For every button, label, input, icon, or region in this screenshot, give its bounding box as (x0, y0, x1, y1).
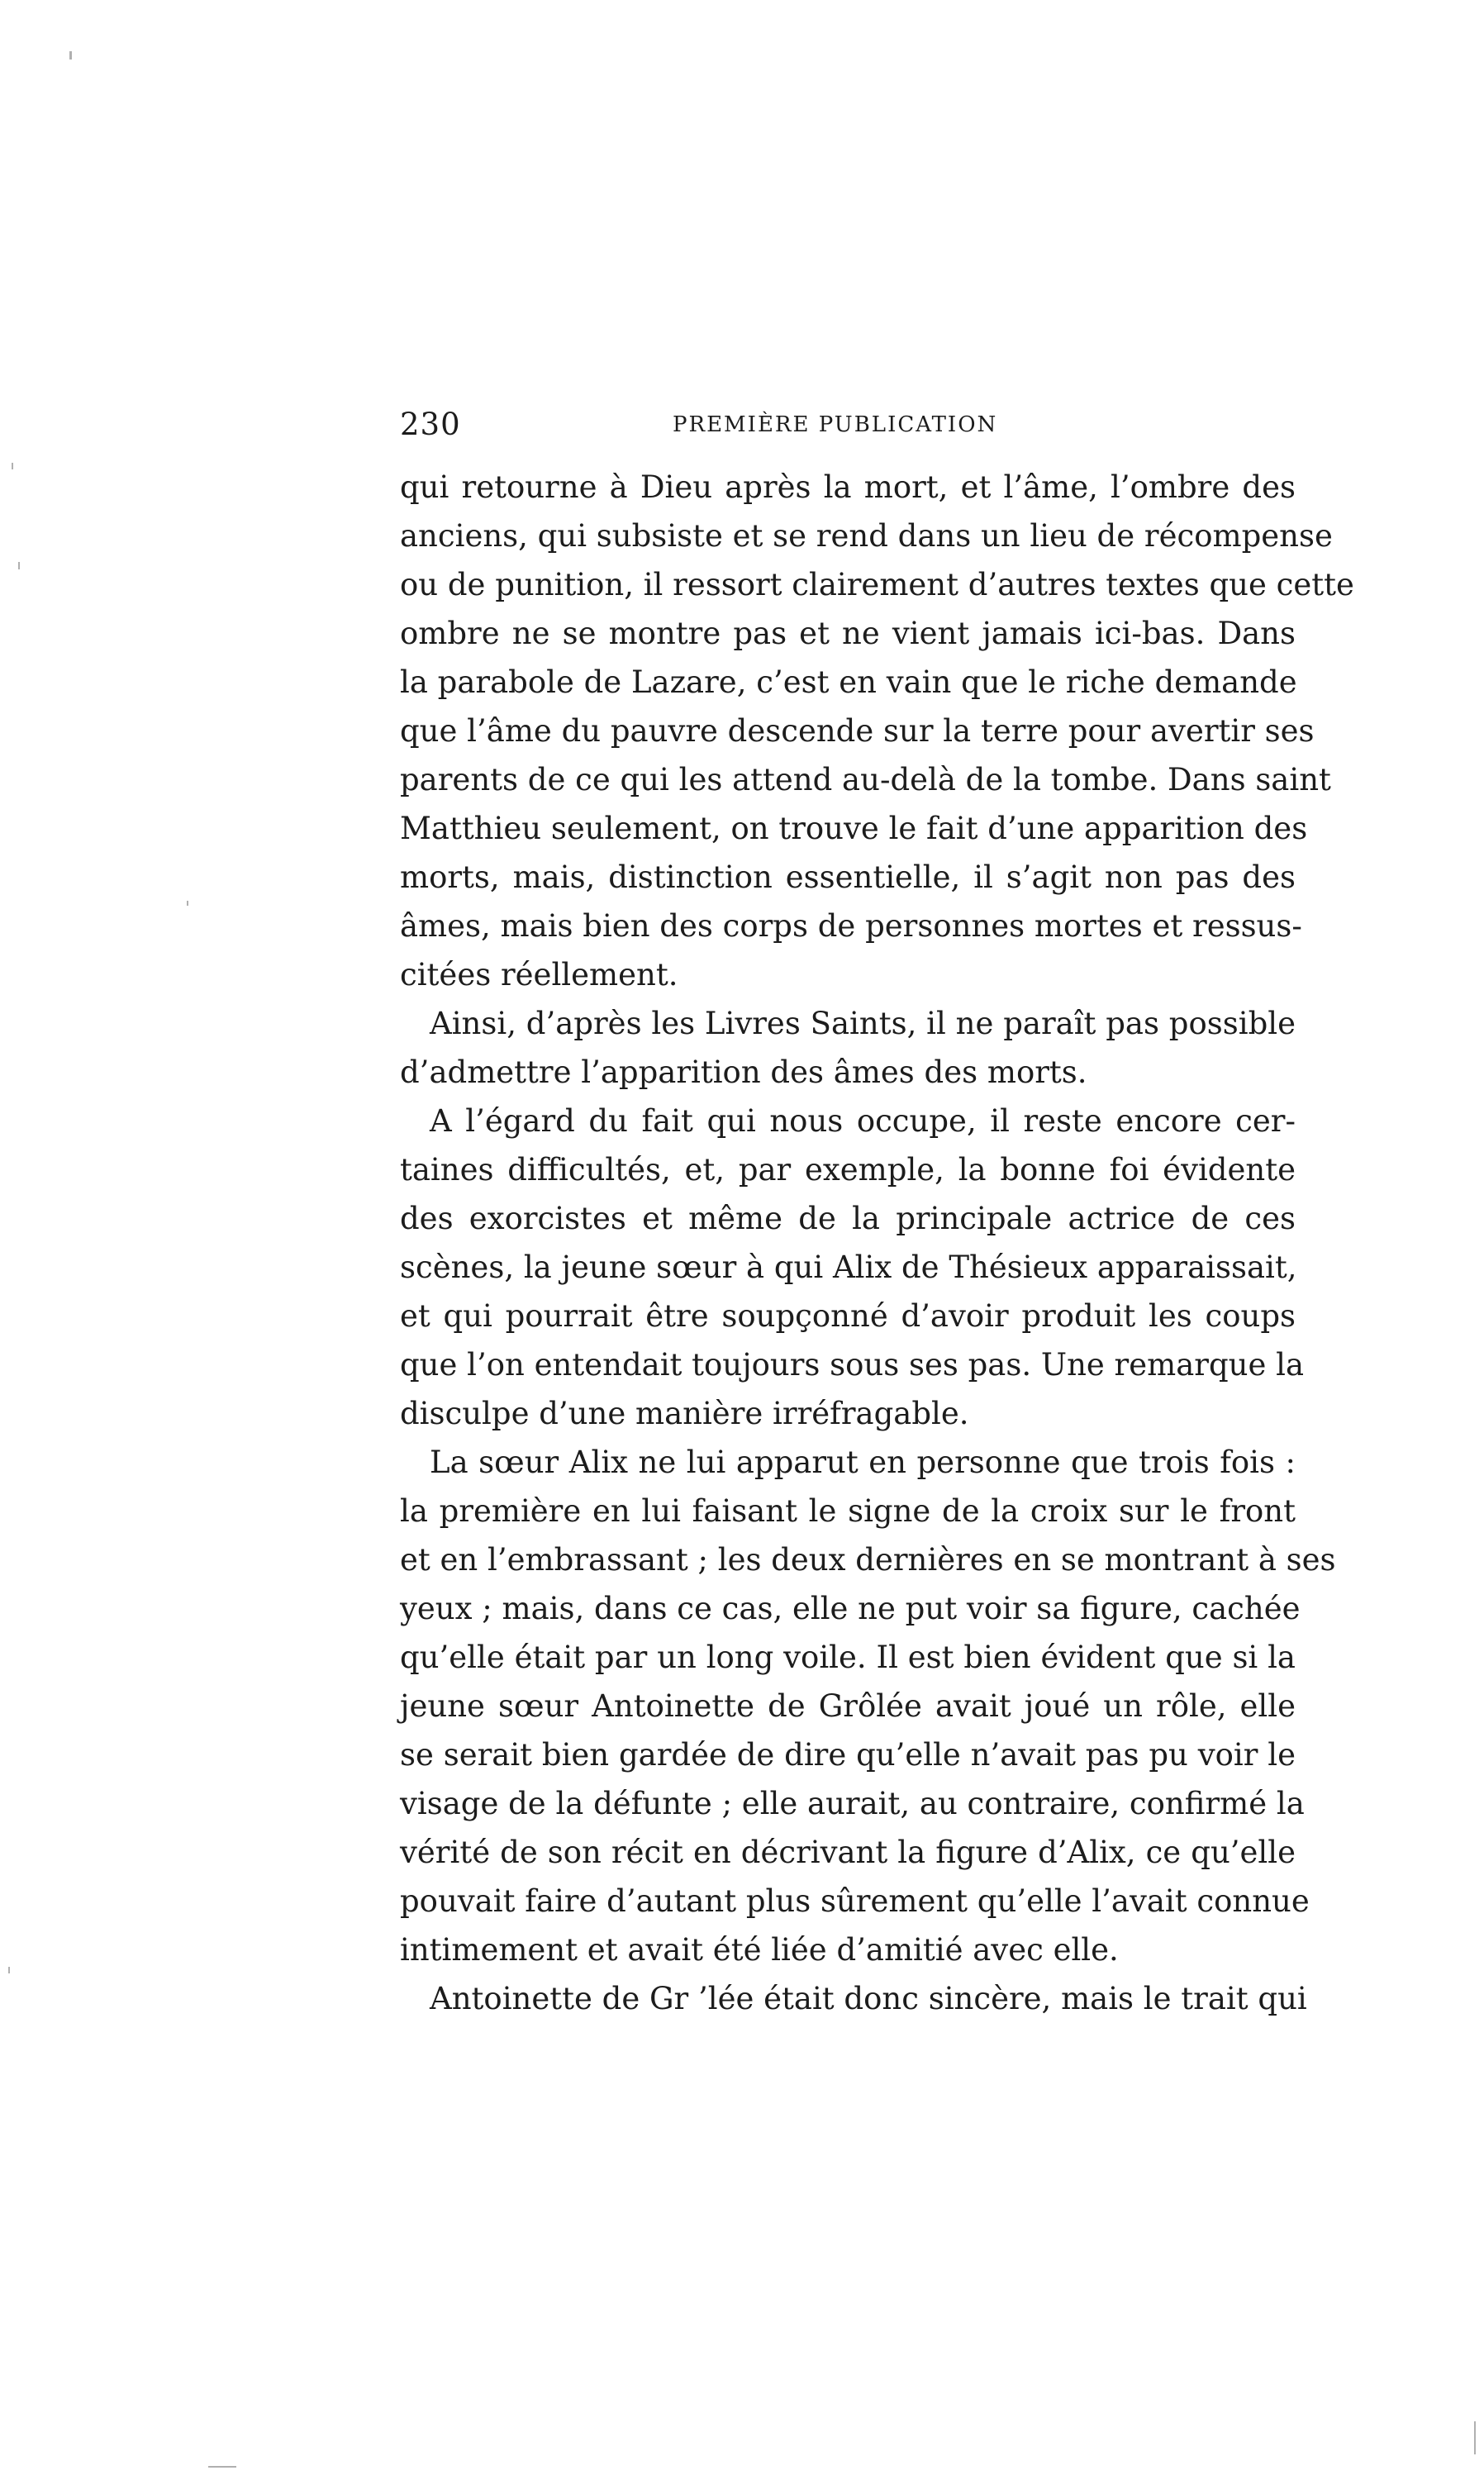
text-line: et en l’embrassant ; les deux dernières en se montrant à ses (400, 1542, 1336, 1578)
page-number: 230 (400, 407, 461, 442)
paragraph (400, 1438, 1336, 1974)
text-line: jeune sœur Antoinette de Grôlée avait joué un rôle, elle (400, 1688, 1296, 1724)
text-line: A l’égard du fait qui nous occupe, il reste encore cer- (430, 1103, 1296, 1139)
text-line: yeux ; mais, dans ce cas, elle ne put voir sa figure, cachée (400, 1591, 1301, 1626)
text-line: d’admettre l’apparition des âmes des morts. (400, 1054, 1087, 1090)
text-line: qu’elle était par un long voile. Il est bien évident que si la (400, 1640, 1296, 1675)
text-line: intimement et avait été liée d’amitié avec elle. (400, 1932, 1119, 1968)
scan-speck (69, 51, 72, 60)
paragraph (400, 1974, 1307, 2023)
text-line: anciens, qui subsiste et se rend dans un lieu de récompense (400, 518, 1333, 554)
text-line: morts, mais, distinction essentielle, il s’agit non pas des (400, 859, 1296, 895)
text-line: des exorcistes et même de la principale actrice de ces (400, 1201, 1296, 1236)
text-line: Matthieu seulement, on trouve le fait d’une apparition des (400, 811, 1308, 846)
text-line: vérité de son récit en décrivant la figure d’Alix, ce qu’elle (400, 1835, 1296, 1870)
text-line: et qui pourrait être soupçonné d’avoir produit les coups (400, 1298, 1296, 1334)
text-line: qui retourne à Dieu après la mort, et l’âme, l’ombre des (400, 469, 1296, 505)
scan-speck (187, 901, 188, 906)
text-line: la parabole de Lazare, c’est en vain que le riche demande (400, 664, 1297, 700)
paragraph (400, 1097, 1305, 1438)
text-line: visage de la défunte ; elle aurait, au contraire, confirmé la (400, 1786, 1305, 1821)
scan-speck (208, 2466, 236, 2468)
text-line: Antoinette de Gr ’lée était donc sincère, mais le trait qui (430, 1981, 1307, 2016)
text-line: parents de ce qui les attend au-delà de la tombe. Dans saint (400, 762, 1331, 797)
scan-speck (8, 1967, 10, 1973)
text-line: ou de punition, il ressort clairement d’autres textes que cette (400, 567, 1354, 602)
text-line: Ainsi, d’après les Livres Saints, il ne paraît pas possible (430, 1006, 1296, 1041)
text-line: que l’âme du pauvre descende sur la terre pour avertir ses (400, 713, 1315, 749)
text-line: citées réellement. (400, 957, 678, 992)
text-line: que l’on entendait toujours sous ses pas. Une remarque la (400, 1347, 1305, 1383)
text-line: se serait bien gardée de dire qu’elle n’avait pas pu voir le (400, 1737, 1296, 1773)
running-head (400, 403, 1296, 446)
text-line: pouvait faire d’autant plus sûrement qu’elle l’avait connue (400, 1883, 1310, 1919)
scan-speck (12, 463, 13, 469)
scan-speck (1474, 2421, 1476, 2454)
body-text (400, 463, 1354, 2023)
paragraph (400, 999, 1296, 1097)
running-title: PREMIÈRE PUBLICATION (673, 412, 998, 437)
scan-speck (18, 562, 20, 569)
text-line: disculpe d’une manière irréfragable. (400, 1396, 969, 1431)
text-line: âmes, mais bien des corps de personnes mortes et ressus- (400, 908, 1302, 944)
text-line: scènes, la jeune sœur à qui Alix de Thésieux apparaissait, (400, 1250, 1297, 1285)
paragraph (400, 463, 1354, 999)
text-line: La sœur Alix ne lui apparut en personne que trois fois : (430, 1445, 1296, 1480)
text-line: la première en lui faisant le signe de la croix sur le front (400, 1493, 1296, 1529)
text-line: taines difficultés, et, par exemple, la bonne foi évidente (400, 1152, 1296, 1188)
text-line: ombre ne se montre pas et ne vient jamais ici-bas. Dans (400, 616, 1296, 651)
